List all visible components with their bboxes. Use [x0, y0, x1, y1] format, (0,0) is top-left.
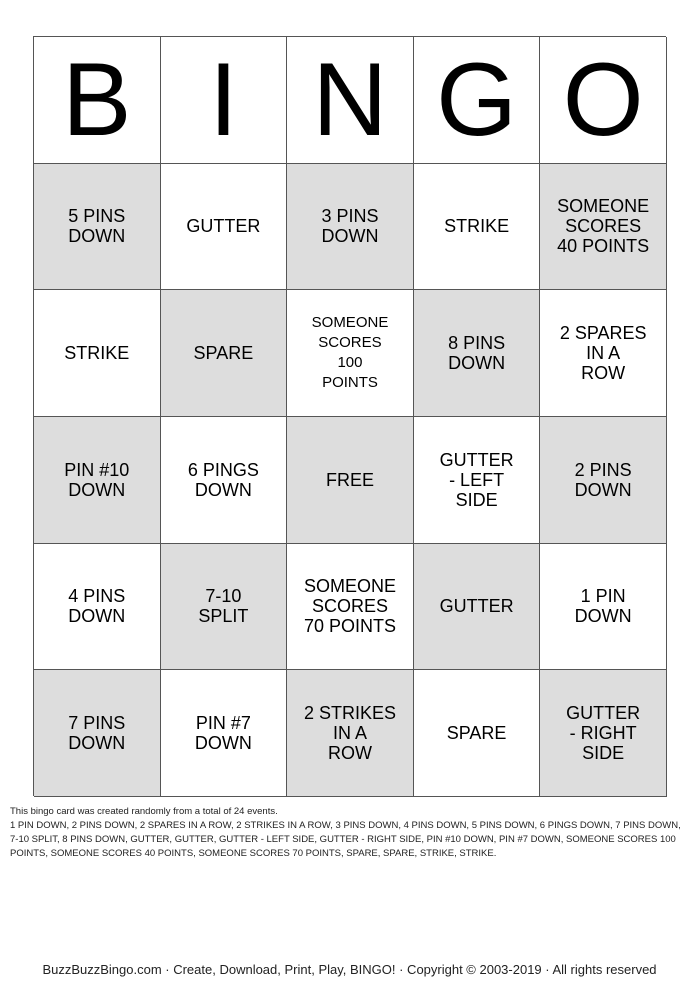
- bingo-square-label: 4 PINS DOWN: [68, 586, 126, 627]
- bingo-square-label: STRIKE: [64, 343, 130, 364]
- bingo-square: [414, 544, 541, 671]
- bingo-square: [34, 670, 161, 797]
- bingo-square: [287, 544, 414, 671]
- bingo-square-label: 2 PINS DOWN: [574, 459, 632, 500]
- header-letter-i: I: [161, 37, 288, 164]
- header-letter-g: G: [414, 37, 541, 164]
- bingo-square: [287, 290, 414, 417]
- bingo-square-label: 3 PINS DOWN: [321, 206, 379, 247]
- bingo-square: [540, 290, 667, 417]
- bingo-header-row: [34, 37, 666, 164]
- bingo-square: [287, 417, 414, 544]
- bingo-square: [34, 544, 161, 671]
- bingo-square-label: 1 PIN DOWN: [574, 586, 632, 627]
- bingo-square: [540, 417, 667, 544]
- bingo-row: [34, 544, 666, 671]
- bingo-square: [414, 670, 541, 797]
- bingo-square-label: STRIKE: [444, 216, 510, 237]
- bingo-square: [34, 290, 161, 417]
- card-info-summary: This bingo card was created randomly from a total of 24 events.: [10, 806, 278, 817]
- bingo-square-label: PIN #7 DOWN: [194, 713, 252, 754]
- header-letter-o: O: [540, 37, 667, 164]
- bingo-row: [34, 670, 666, 797]
- bingo-square: [34, 164, 161, 291]
- bingo-square-label: 2 STRIKES IN A ROW: [303, 703, 396, 764]
- bingo-card: [33, 36, 666, 796]
- bingo-square: [161, 290, 288, 417]
- bingo-square: [161, 544, 288, 671]
- bingo-square-label: 7-10 SPLIT: [198, 586, 249, 627]
- bingo-square-label: PIN #10 DOWN: [64, 459, 130, 500]
- bingo-square-label: SOMEONE SCORES 70 POINTS: [303, 576, 396, 637]
- bingo-square-label: SOMEONE SCORES 100 POINTS: [311, 314, 389, 392]
- bingo-square: [34, 417, 161, 544]
- card-info-events: 1 PIN DOWN, 2 PINS DOWN, 2 SPARES IN A ROW, 2 STRIKES IN A ROW, 3 PINS DOWN, 4 PINS DOWN, 5 PINS DOWN, 6 PINGS DOWN, 7 PINS DOWN, 7-10 SPLIT, 8 PINS DOWN, GUTTER, GUTTER, GUTTER - LEFT SIDE, GUTTER - RIGHT SIDE, PIN #10 DOWN, PIN #7 DOWN, SOMEONE SCORES 100 POINTS, SOMEONE SCORES 40 POINTS, SOMEONE SCORES 70 POINTS, SPARE, SPARE, STRIKE, STRIKE.: [10, 820, 681, 859]
- bingo-square-label: 8 PINS DOWN: [448, 333, 506, 374]
- header-letter-n: N: [287, 37, 414, 164]
- bingo-square-label: GUTTER - RIGHT SIDE: [566, 703, 641, 764]
- bingo-row: [34, 290, 666, 417]
- bingo-row: [34, 164, 666, 291]
- bingo-square-label: 5 PINS DOWN: [68, 206, 126, 247]
- bingo-square: [287, 164, 414, 291]
- header-letter-b: B: [34, 37, 161, 164]
- bingo-square-label: SPARE: [193, 343, 254, 364]
- bingo-square-label: GUTTER: [186, 216, 261, 237]
- bingo-square: [540, 544, 667, 671]
- site-footer: BuzzBuzzBingo.com · Create, Download, Print, Play, BINGO! · Copyright © 2003-2019 · All rights reserved: [42, 962, 657, 977]
- bingo-square: [161, 417, 288, 544]
- bingo-square-label: SOMEONE SCORES 40 POINTS: [557, 196, 650, 257]
- bingo-square: [414, 417, 541, 544]
- bingo-square-label: 7 PINS DOWN: [68, 713, 126, 754]
- bingo-square: [414, 290, 541, 417]
- bingo-square: [414, 164, 541, 291]
- bingo-square-label: SPARE: [446, 723, 507, 744]
- bingo-square: [287, 670, 414, 797]
- bingo-square-label: GUTTER - LEFT SIDE: [439, 449, 514, 510]
- bingo-square-label: 2 SPARES IN A ROW: [559, 323, 647, 384]
- bingo-square: [540, 670, 667, 797]
- bingo-row: [34, 417, 666, 544]
- bingo-square-label: GUTTER: [439, 596, 514, 617]
- bingo-grid: [34, 164, 666, 797]
- bingo-square: [161, 164, 288, 291]
- bingo-square-label: FREE: [325, 469, 374, 490]
- card-info: [10, 805, 690, 861]
- bingo-square: [161, 670, 288, 797]
- bingo-square-label: 6 PINGS DOWN: [187, 459, 259, 500]
- bingo-square: [540, 164, 667, 291]
